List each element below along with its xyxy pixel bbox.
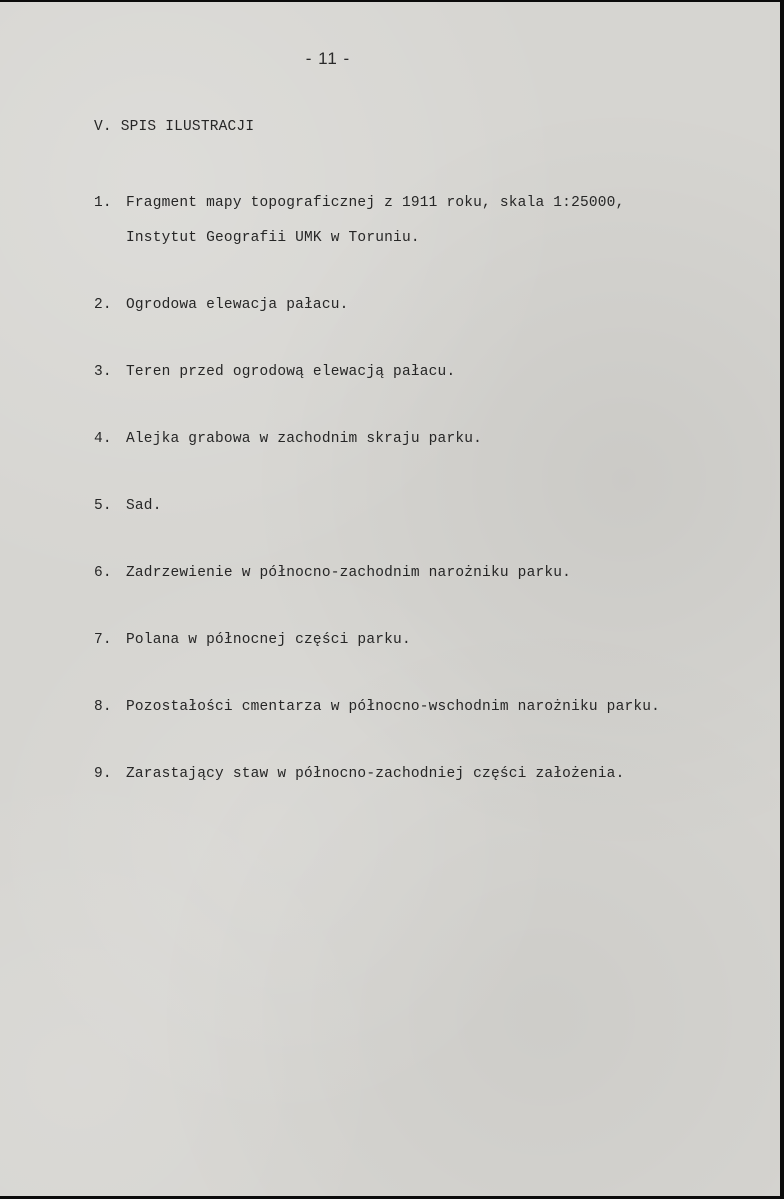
- illustration-list: [94, 154, 660, 824]
- item-line: Instytut Geografii UMK w Toruniu.: [126, 230, 420, 246]
- list-item: [94, 288, 660, 323]
- item-number: 9.: [94, 766, 112, 782]
- item-number: 7.: [94, 632, 112, 648]
- list-item: [94, 623, 660, 658]
- list-item: [94, 422, 660, 457]
- item-number: 2.: [94, 297, 112, 313]
- item-line: Polana w północnej części parku.: [126, 632, 411, 648]
- page-number: - 11 -: [305, 49, 351, 68]
- list-item: [94, 355, 660, 390]
- section-heading: V. SPIS ILUSTRACJI: [94, 119, 255, 135]
- item-text: [126, 556, 571, 591]
- item-number: 4.: [94, 431, 112, 447]
- item-line: Zarastający staw w północno-zachodniej części założenia.: [126, 766, 625, 782]
- item-number: 6.: [94, 565, 112, 581]
- list-item: [94, 186, 660, 256]
- item-text: [126, 623, 411, 658]
- item-number: 5.: [94, 498, 112, 514]
- item-text: [126, 757, 624, 792]
- document-page: [0, 2, 780, 1196]
- list-item: [94, 757, 660, 792]
- item-text: [126, 690, 660, 725]
- list-item: [94, 489, 660, 524]
- item-text: [126, 355, 455, 390]
- item-number: 1.: [94, 195, 112, 211]
- item-line: Sad.: [126, 498, 162, 514]
- item-line: Ogrodowa elewacja pałacu.: [126, 297, 349, 313]
- item-text: [126, 422, 482, 457]
- item-line: Pozostałości cmentarza w północno-wschodnim narożniku parku.: [126, 699, 661, 715]
- item-line: Fragment mapy topograficznej z 1911 roku, skala 1:25000,: [126, 195, 625, 211]
- item-text: [126, 288, 349, 323]
- item-line: Alejka grabowa w zachodnim skraju parku.: [126, 431, 483, 447]
- item-line: Zadrzewienie w północno-zachodnim narożniku parku.: [126, 565, 572, 581]
- item-text: [126, 186, 624, 256]
- item-text: [126, 489, 162, 524]
- item-number: 8.: [94, 699, 112, 715]
- list-item: [94, 690, 660, 725]
- item-line: Teren przed ogrodową elewacją pałacu.: [126, 364, 456, 380]
- list-item: [94, 556, 660, 591]
- item-number: 3.: [94, 364, 112, 380]
